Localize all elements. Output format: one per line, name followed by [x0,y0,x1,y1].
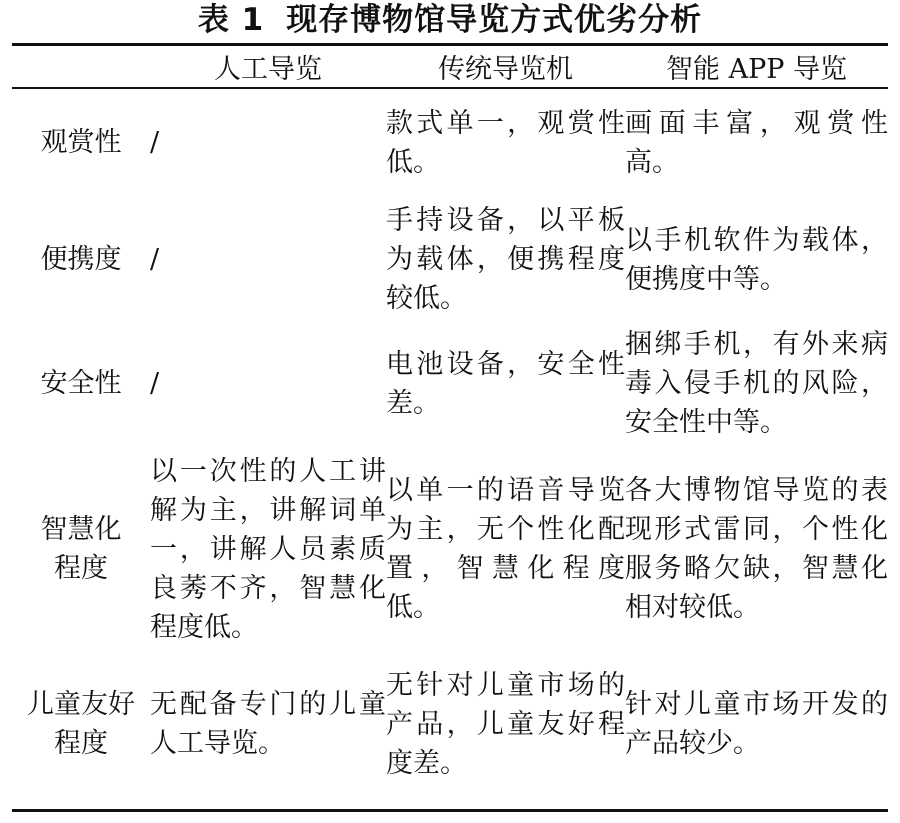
row-label: 观赏性 [40,127,122,158]
table-cell: 电池设备，安全性差。 [386,348,625,419]
row-label: 智慧化程度 [40,514,122,584]
table-cell: 画面丰富，观赏性高。 [625,107,888,178]
table-caption [0,0,900,40]
table-cell: 手持设备，以平板为载体，便携程度较低。 [386,205,625,314]
table-cell: 无针对儿童市场的产品，儿童友好程度差。 [386,669,625,779]
header-manual-guide: 人工导览 [214,54,322,85]
row-label: 安全性 [40,368,122,399]
table-row [12,89,888,196]
table-row [12,444,888,654]
table-cell: 以手机软件为载体，便携度中等。 [625,224,888,295]
row-label: 便携度 [40,244,122,275]
table-cell: 款式单一，观赏性低。 [386,107,625,178]
table-cell: / [150,127,160,158]
row-label: 儿童友好程度 [27,689,135,759]
bottom-rule [12,809,888,812]
comparison-table [12,50,888,794]
table-cell: 无配备专门的儿童人工导览。 [150,689,386,759]
header-smart-app: 智能 APP 导览 [666,54,847,85]
table-row [12,654,888,794]
header-traditional-device: 传统导览机 [438,54,573,85]
table-cell: 捆绑手机，有外来病毒入侵手机的风险，安全性中等。 [625,329,888,438]
table-cell: 以单一的语音导览为主，无个性化配置，智慧化程度低。 [386,475,625,623]
table-row [12,196,888,323]
table-cell: 针对儿童市场开发的产品较少。 [625,689,888,759]
table-cell: 以一次性的人工讲解为主，讲解词单一，讲解人员素质良莠不齐，智慧化程度低。 [150,455,386,643]
table-title: 现存博物馆导览方式优劣分析 [286,2,703,38]
header-corner [12,50,150,89]
table-number: 表 1 [197,2,265,38]
top-rule [12,43,888,46]
table-cell: / [150,368,160,399]
table-cell: / [150,244,160,275]
header-row [12,50,888,89]
table-row [12,323,888,444]
table-cell: 各大博物馆导览的表现形式雷同，个性化服务略欠缺，智慧化相对较低。 [625,475,888,623]
